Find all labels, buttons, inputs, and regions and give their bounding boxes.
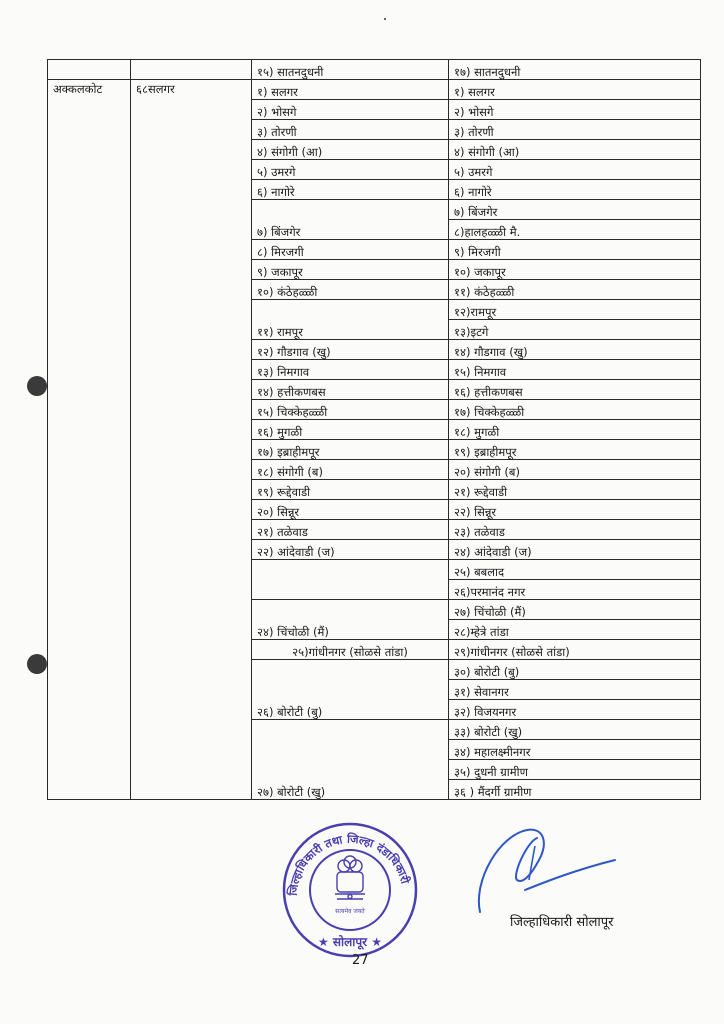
old-village-cell-empty: [252, 560, 449, 600]
old-village-cell: २) भोसगे: [252, 100, 449, 120]
new-village-cell: ३) तोरणी: [449, 120, 701, 140]
new-village-cell: २६)परमानंद नगर: [449, 580, 701, 600]
seal-inner-ring: [310, 850, 390, 930]
old-village-cell: १) सलगर: [252, 80, 449, 100]
new-village-cell: १६) हत्तीकणबस: [449, 380, 701, 400]
village-table: [47, 59, 701, 800]
new-village-cell: ४) संगोगी (आ): [449, 140, 701, 160]
table-row: [48, 60, 701, 80]
circle-cell: ६८सलगर: [131, 80, 252, 800]
old-village-cell: ८) मिरजगी: [252, 240, 449, 260]
ashoka-emblem-icon: [335, 856, 365, 899]
new-village-cell: १५) निमगाव: [449, 360, 701, 380]
old-village-cell: ३) तोरणी: [252, 120, 449, 140]
old-village-cell: १५) चिक्केहळ्ळी: [252, 400, 449, 420]
new-village-cell: २०) संगोगी (ब): [449, 460, 701, 480]
old-village-cell: १६) मुगळी: [252, 420, 449, 440]
new-village-cell: १०) जकापूर: [449, 260, 701, 280]
old-village-cell: १५) सातनदुधनी: [252, 60, 449, 80]
old-village-cell: ५) उमरगे: [252, 160, 449, 180]
new-village-cell: १८) मुगळी: [449, 420, 701, 440]
new-village-cell: ८)हालहळ्ळी मै.: [449, 220, 701, 240]
old-village-cell: २१) तळेवाड: [252, 520, 449, 540]
old-village-cell: २२) आंदेवाडी (ज): [252, 540, 449, 560]
new-village-cell: ५) उमरगे: [449, 160, 701, 180]
new-village-cell: ३४) महालक्ष्मीनगर: [449, 740, 701, 760]
new-village-cell: २७) चिंचोळी (मैं): [449, 600, 701, 620]
new-village-cell: २८)म्हेत्रे तांडा: [449, 620, 701, 640]
old-village-cell: ११) रामपूर: [252, 300, 449, 340]
new-village-cell: ७) बिंजगेर: [449, 200, 701, 220]
new-village-cell: २१) रूद्देवाडी: [449, 480, 701, 500]
new-village-cell: १९) इब्राहीमपूर: [449, 440, 701, 460]
new-village-cell: १४) गौडगाव (खु): [449, 340, 701, 360]
new-village-cell: १) सलगर: [449, 80, 701, 100]
signatory-designation: जिल्हाधिकारी सोलापूर: [510, 915, 614, 930]
new-village-cell: २५) बबलाद: [449, 560, 701, 580]
new-village-cell: ३०) बोरोटी (बु): [449, 660, 701, 680]
old-village-cell: १८) संगोगी (ब): [252, 460, 449, 480]
old-village-cell: ४) संगोगी (आ): [252, 140, 449, 160]
new-village-cell: २४) आंदेवाडी (ज): [449, 540, 701, 560]
new-village-cell: १७) सातनदुधनी: [449, 60, 701, 80]
new-village-cell: २३) तळेवाड: [449, 520, 701, 540]
new-village-cell: ६) नागोरे: [449, 180, 701, 200]
old-village-cell: १२) गौडगाव (खु): [252, 340, 449, 360]
new-village-cell: १३)इटगे: [449, 320, 701, 340]
new-village-cell: २९)गांधीनगर (सोळसे तांडा): [449, 640, 701, 660]
new-village-cell: ३२) विजयनगर: [449, 700, 701, 720]
new-village-cell: ३१) सेवानगर: [449, 680, 701, 700]
old-village-cell: २७) बोरोटी (खु): [252, 720, 449, 800]
new-village-cell: १७) चिक्केहळ्ळी: [449, 400, 701, 420]
old-village-cell: २५)गांधीनगर (सोळसे तांडा): [252, 640, 449, 660]
new-village-cell: १२)रामपूर: [449, 300, 701, 320]
punch-hole-bottom: [27, 654, 47, 674]
old-village-cell: १०) कंठेहळ्ळी: [252, 280, 449, 300]
new-village-cell: ३५) दुधनी ग्रामीण: [449, 760, 701, 780]
taluka-cell: अक्कलकोट: [48, 80, 131, 800]
new-village-cell: ९) मिरजगी: [449, 240, 701, 260]
new-village-cell: २) भोसगे: [449, 100, 701, 120]
old-village-cell: १९) रूद्देवाडी: [252, 480, 449, 500]
official-seal-stamp: [275, 818, 425, 958]
old-village-cell: ९) जकापूर: [252, 260, 449, 280]
new-village-cell: ३३) बोरोटी (खु): [449, 720, 701, 740]
old-village-cell: ६) नागोरे: [252, 180, 449, 200]
old-village-cell: २०) सिन्नूर: [252, 500, 449, 520]
old-village-cell: २४) चिंचोळी (मैं): [252, 600, 449, 640]
seal-ring-text: जिल्हाधिकारी तथा जिल्हा दंडाधिकारी: [285, 831, 413, 897]
scan-speck: [384, 18, 386, 20]
new-village-cell: ११) कंठेहळ्ळी: [449, 280, 701, 300]
old-village-cell: १७) इब्राहीमपूर: [252, 440, 449, 460]
new-village-cell: २२) सिन्नूर: [449, 500, 701, 520]
old-village-cell: १४) हत्तीकणबस: [252, 380, 449, 400]
page-number: 27: [352, 953, 369, 968]
old-village-cell: २६) बोरोटी (बु): [252, 660, 449, 720]
seal-emblem-caption: सत्यमेव जयते: [335, 908, 365, 915]
old-village-cell: ७) बिंजगेर: [252, 200, 449, 240]
seal-bottom-text: ★ सोलापूर ★: [317, 935, 383, 949]
punch-hole-top: [27, 376, 47, 396]
table-row: [48, 80, 701, 100]
new-village-cell: ३६ ) मैंदर्गी ग्रामीण: [449, 780, 701, 800]
old-village-cell: १३) निमगाव: [252, 360, 449, 380]
